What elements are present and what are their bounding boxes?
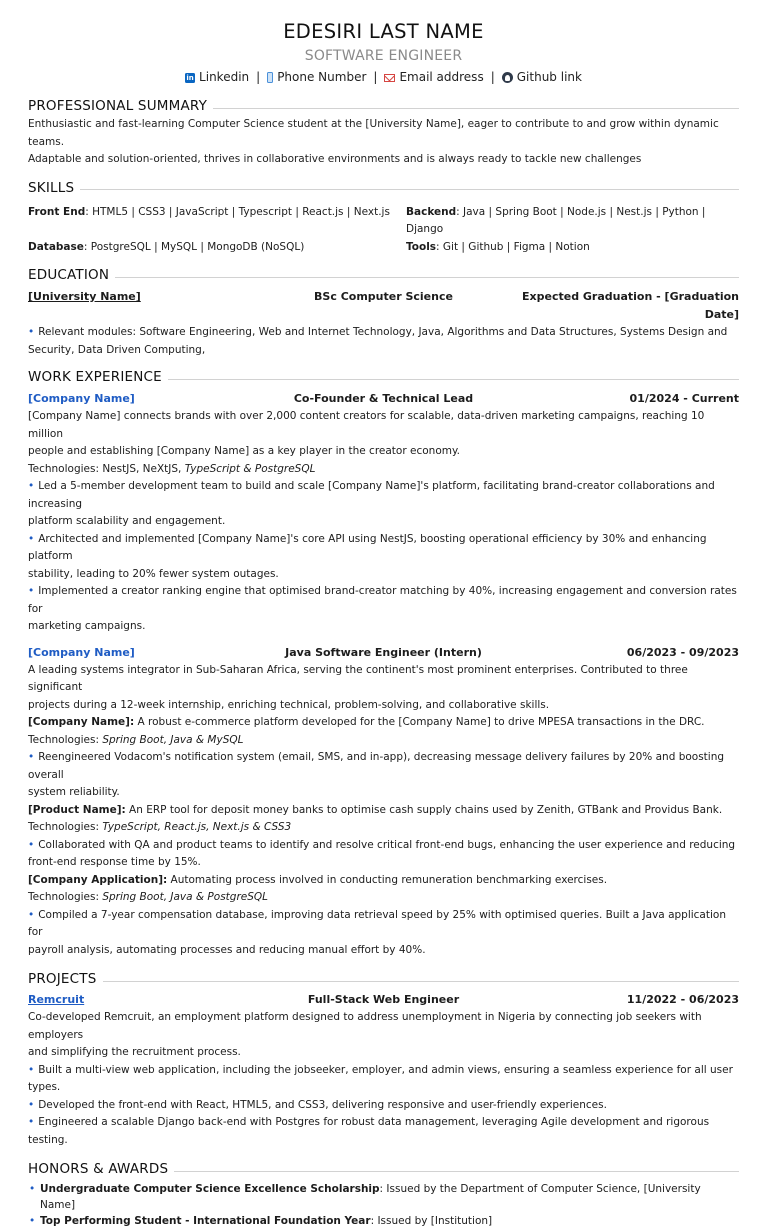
education-heading: EDUCATION: [28, 267, 110, 283]
job-description: [28, 408, 739, 636]
summary-text: [28, 116, 739, 169]
section-divider: [174, 1171, 739, 1172]
award-issuer: : Issued by [Institution]: [370, 1215, 493, 1227]
phone-link[interactable]: [267, 68, 366, 87]
tech-stack: TypeScript & PostgreSQL: [184, 462, 316, 475]
skills-grid: [28, 204, 739, 257]
linkedin-label: Linkedin: [199, 70, 250, 84]
list-item-cont: marketing campaigns.: [28, 620, 146, 632]
linkedin-link[interactable]: [185, 68, 249, 87]
job-description: [28, 662, 739, 960]
tech-prefix: Technologies:: [28, 733, 103, 746]
job-role: Co-Founder & Technical Lead: [293, 392, 474, 405]
project-date: 11/2022 - 06/2023: [626, 993, 739, 1006]
section-divider: [115, 277, 739, 278]
tech-stack: Spring Boot, Java & PostgreSQL: [102, 891, 269, 903]
email-link[interactable]: [384, 68, 483, 87]
list-item-cont: platform scalability and engagement.: [28, 515, 226, 527]
project-role: Full-Stack Web Engineer: [307, 993, 460, 1006]
contact-line: [28, 68, 739, 87]
section-divider: [103, 981, 739, 982]
section-divider: [80, 189, 739, 190]
section-heading: [28, 969, 739, 989]
tech-line: [28, 461, 739, 479]
project-entry: [28, 991, 739, 1009]
tech-line: [28, 732, 739, 750]
skill-value: : HTML5 | CSS3 | JavaScript | Typescript | React.js | Next.js: [85, 205, 390, 218]
job-entry-2: [28, 644, 739, 662]
summary-section: [28, 96, 739, 169]
projects-heading: PROJECTS: [28, 971, 97, 987]
list-item: • Implemented a creator ranking engine that optimised brand-creator matching by 40%, increasing engagement and conversion rates for: [28, 583, 739, 618]
list-item-cont: system reliability.: [28, 786, 120, 798]
job-date: 01/2024 - Current: [629, 392, 739, 405]
contact-separator: |: [373, 70, 378, 84]
section-heading: [28, 265, 739, 285]
linkedin-icon: in: [186, 73, 194, 82]
modules-line: Security, Data Driven Computing,: [28, 343, 206, 356]
skill-frontend: [28, 204, 406, 239]
school-name[interactable]: [University Name]: [28, 290, 141, 303]
candidate-name: EDESIRI LAST NAME: [283, 20, 484, 43]
tech-prefix: Technologies:: [28, 821, 103, 833]
description-line: A leading systems integrator in Sub-Saharan Africa, serving the continent's most prominent enterprises. Contributed to three significant: [28, 663, 688, 693]
project-line: [28, 714, 739, 732]
project-text: An ERP tool for deposit money banks to optimise cash supply chains used by Zenith, GTBank and Providus Bank.: [125, 803, 723, 816]
skill-label: Database: [28, 240, 84, 253]
project-label: [Product Name]:: [28, 803, 126, 816]
education-entry: [28, 288, 739, 324]
modules-line: • Relevant modules: Software Engineering, Web and Internet Technology, Java, Algorithms and Data Structures, Systems Design and: [28, 324, 739, 342]
skill-label: Front End: [28, 205, 86, 218]
honors-section: [28, 1159, 739, 1229]
section-heading: [28, 1159, 739, 1179]
section-divider: [213, 108, 739, 109]
list-item: • Collaborated with QA and product teams to identify and resolve critical front-end bugs, enhancing the user experience and reducing: [28, 837, 739, 855]
skill-tools: [406, 239, 739, 257]
company-link[interactable]: [Company Name]: [28, 645, 135, 659]
summary-line: Enthusiastic and fast-learning Computer Science student at the [University Name], eager to contribute to and grow within dynamic teams.: [28, 118, 719, 148]
section-divider: [168, 379, 739, 380]
section-heading: [28, 367, 739, 387]
list-item: • Compiled a 7-year compensation database, improving data retrieval speed by 25% with optimised queries. Built a Java application for: [28, 907, 739, 942]
education-date: Expected Graduation - [Graduation Date]: [522, 290, 739, 321]
description-line: [Company Name] connects brands with over 2,000 content creators for scalable, data-driven marketing campaigns, reaching 10 million: [28, 410, 705, 440]
section-heading: [28, 96, 739, 116]
github-label: Github link: [516, 70, 582, 84]
work-heading: WORK EXPERIENCE: [28, 369, 162, 385]
project-line: [28, 872, 739, 890]
company-link[interactable]: [Company Name]: [28, 392, 135, 405]
list-item: • Architected and implemented [Company Name]'s core API using NestJS, boosting operational efficiency by 30% and enhancing platform: [28, 531, 739, 566]
award-title: Undergraduate Computer Science Excellence Scholarship: [40, 1183, 380, 1195]
contact-separator: |: [490, 70, 495, 84]
list-item: • Led a 5-member development team to build and scale [Company Name]'s platform, facilitating brand-creator collaborations and increasing: [28, 478, 739, 513]
description-line: people and establishing [Company Name] as a key player in the creator economy.: [28, 445, 461, 457]
skill-backend: [406, 204, 739, 239]
award-issuer: : Issued by the Department of Computer Science, [University Name]: [40, 1183, 701, 1211]
tech-prefix: Technologies:: [28, 891, 103, 903]
skill-value: : Git | Github | Figma | Notion: [436, 240, 590, 253]
description-line: Co-developed Remcruit, an employment platform designed to address unemployment in Nigeria by connecting job seekers with employers: [28, 1011, 702, 1041]
github-icon: [502, 72, 513, 83]
skill-value: : PostgreSQL | MySQL | MongoDB (NoSQL): [83, 240, 305, 253]
phone-icon: [267, 72, 273, 83]
project-text: Automating process involved in conducting remuneration benchmarking exercises.: [167, 873, 608, 886]
job-date: 06/2023 - 09/2023: [626, 645, 739, 659]
section-heading: [28, 178, 739, 198]
tech-stack: TypeScript, React.js, Next.js & CSS3: [102, 821, 292, 833]
skill-label: Tools: [406, 240, 437, 253]
summary-heading: PROFESSIONAL SUMMARY: [28, 98, 208, 114]
project-link[interactable]: Remcruit: [28, 993, 85, 1006]
list-item-cont: stability, leading to 20% fewer system outages.: [28, 567, 279, 580]
skill-label: Backend: [406, 205, 457, 218]
project-text: A robust e-commerce platform developed for the [Company Name] to drive MPESA transactions in the DRC.: [134, 716, 705, 728]
resume-page: [28, 18, 739, 1229]
description-line: and simplifying the recruitment process.: [28, 1046, 241, 1058]
list-item-cont: front-end response time by 15%.: [28, 856, 201, 868]
resume-header: [28, 18, 739, 87]
skills-section: [28, 178, 739, 257]
project-description: [28, 1009, 739, 1149]
description-line: projects during a 12-week internship, enriching technical, problem-solving, and collaborative skills.: [28, 698, 550, 711]
list-item: • Developed the front-end with React, HTML5, and CSS3, delivering responsive and user-friendly experiences.: [28, 1097, 739, 1115]
tech-stack: Spring Boot, Java & MySQL: [102, 733, 244, 746]
project-label: [Company Application]:: [28, 873, 168, 886]
honors-heading: HONORS & AWARDS: [28, 1161, 169, 1177]
job-role: Java Software Engineer (Intern): [285, 645, 482, 659]
contact-separator: |: [256, 70, 261, 84]
list-item-cont: payroll analysis, automating processes and reducing manual effort by 40%.: [28, 943, 426, 956]
project-label: [Company Name]:: [28, 716, 135, 728]
skill-value: : Java | Spring Boot | Node.js | Nest.js | Python | Django: [406, 205, 706, 235]
candidate-title: SOFTWARE ENGINEER: [304, 48, 463, 64]
tech-line: [28, 819, 739, 837]
skills-heading: SKILLS: [28, 179, 75, 196]
summary-line: Adaptable and solution-oriented, thrives in collaborative environments and is always ready to tackle new challenges: [28, 153, 642, 165]
list-item: [28, 324, 739, 359]
honors-list: [28, 1181, 739, 1229]
list-item: [28, 1213, 739, 1229]
list-item: • Built a multi-view web application, including the jobseeker, employer, and admin views, ensuring a seamless experience for all user types.: [28, 1062, 739, 1097]
award-title: Top Performing Student - International Foundation Year: [40, 1215, 371, 1227]
projects-section: [28, 969, 739, 1149]
tech-line: [28, 889, 739, 907]
degree-name: BSc Computer Science: [314, 290, 453, 303]
tech-prefix: Technologies: NestJS, NeXtJS,: [28, 462, 185, 475]
job-entry-1: [28, 390, 739, 408]
phone-label: Phone Number: [277, 70, 367, 84]
list-item: [28, 1181, 739, 1213]
email-label: Email address: [399, 70, 484, 84]
list-item: • Engineered a scalable Django back-end with Postgres for robust data management, leveraging Agile development and rigorous testing.: [28, 1114, 739, 1149]
education-section: [28, 265, 739, 359]
email-icon: [384, 74, 395, 82]
work-section: [28, 367, 739, 959]
list-item: • Reengineered Vodacom's notification system (email, SMS, and in-app), decreasing message delivery failures by 20% and boosting overall: [28, 749, 739, 784]
github-link[interactable]: [502, 68, 582, 87]
project-line: [28, 802, 739, 820]
skill-database: [28, 239, 406, 257]
